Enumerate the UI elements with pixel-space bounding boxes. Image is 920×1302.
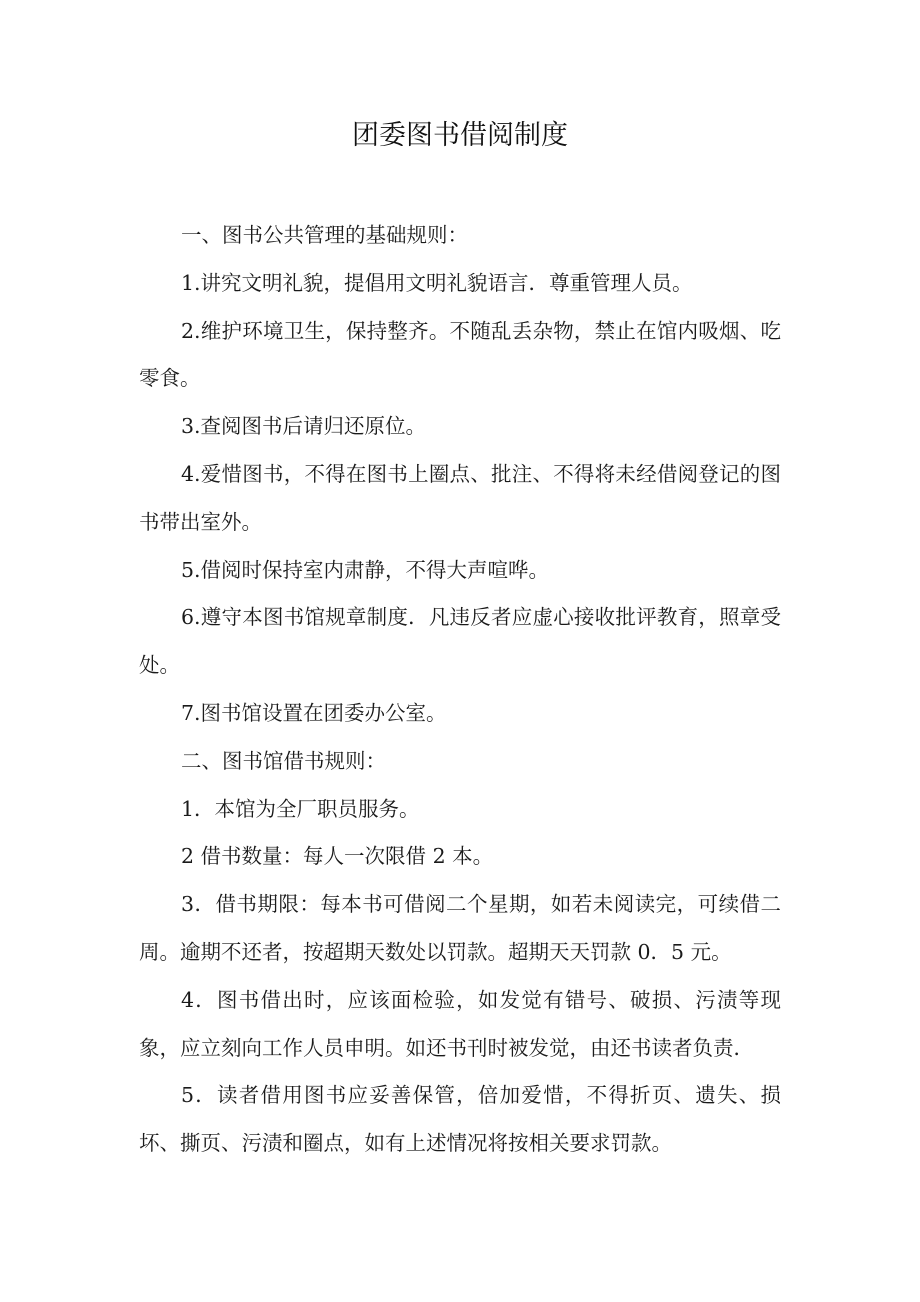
section-heading-2: 二、图书馆借书规则： [181,748,386,773]
rule-paragraph: 5.借阅时保持室内肃静，不得大声喧哗。 [181,557,550,582]
rule-paragraph: 1.讲究文明礼貌，提倡用文明礼貌语言．尊重管理人员。 [181,270,693,295]
rule-paragraph: 2 借书数量：每人一次限借 2 本。 [181,844,494,869]
rule-paragraph: 6.遵守本图书馆规章制度．凡违反者应虚心接收批评教育，照章受处。 [139,605,781,678]
rule-paragraph: 3．借书期限：每本书可借阅二个星期，如若未阅读完，可续借二周。逾期不还者，按超期天数处以罚款。超期天天罚款 0．5 元。 [139,892,781,964]
rule-paragraph: 5．读者借用图书应妥善保管，倍加爱惜，不得折页、遗失、损坏、撕页、污渍和圈点，如有上述情况将按相关要求罚款。 [139,1083,781,1156]
page-title: 团委图书借阅制度 [352,120,568,151]
rule-paragraph: 1．本馆为全厂职员服务。 [181,796,420,821]
section-heading-1: 一、图书公共管理的基础规则： [181,223,468,247]
rule-paragraph: 2.维护环境卫生，保持整齐。不随乱丢杂物，禁止在馆内吸烟、吃零食。 [139,318,781,391]
document-body [139,212,781,1168]
rule-paragraph: 3.查阅图书后请归还原位。 [181,414,427,439]
rule-paragraph: 4.爱惜图书，不得在图书上圈点、批注、不得将未经借阅登记的图书带出室外。 [139,461,781,534]
rule-paragraph: 7.图书馆设置在团委办公室。 [181,700,447,725]
rule-paragraph: 4．图书借出时，应该面检验，如发觉有错号、破损、污渍等现象，应立刻向工作人员申明。如还书刊时被发觉，由还书读者负责． [139,987,781,1060]
